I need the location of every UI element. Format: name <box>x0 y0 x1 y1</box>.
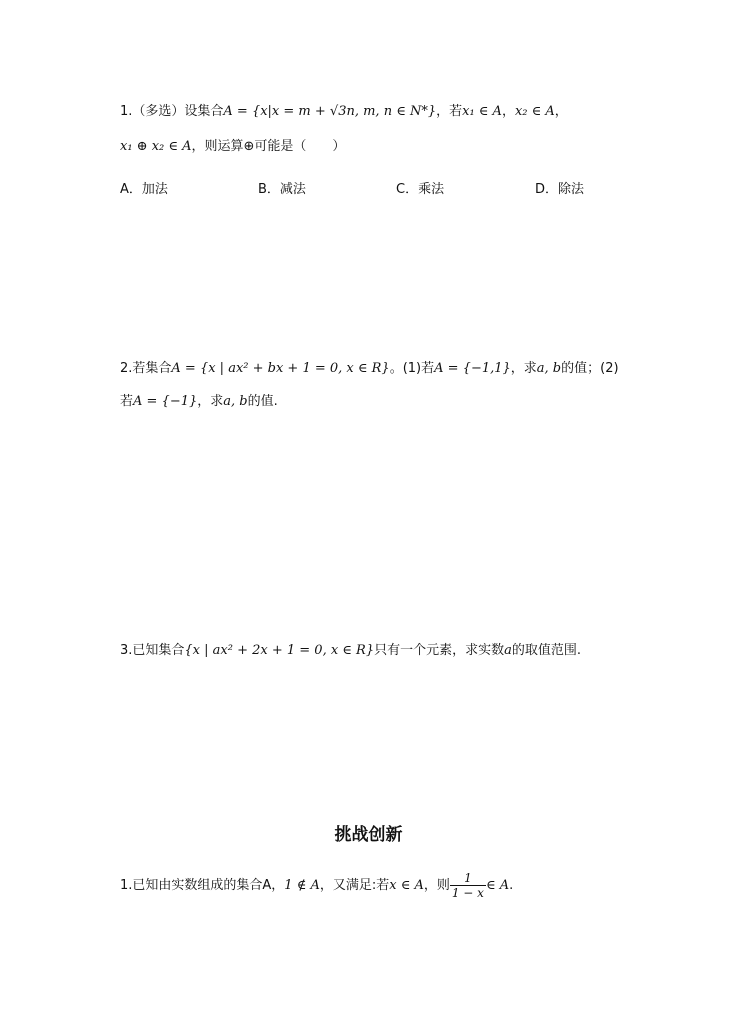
q2-prefix: 2.若集合 <box>120 361 172 376</box>
q1-x2-in-a: x₂ ∈ A <box>514 104 555 119</box>
q1-line2 <box>120 137 345 157</box>
c1-line <box>120 871 513 900</box>
q2-ab-2: a, b <box>223 394 248 409</box>
q3-variable-a: a <box>504 643 512 658</box>
section-heading: 挑战创新 <box>334 825 403 845</box>
q3-line <box>120 641 581 661</box>
q1-end: ， <box>554 104 568 119</box>
q2-mid: 。(1)若 <box>389 361 435 376</box>
q1-line1 <box>120 102 568 122</box>
q2-line2-mid: ，求 <box>197 394 224 409</box>
q3-prefix: 3.已知集合 <box>120 643 185 658</box>
q1-set-definition: A = {x|x = m + √3n, m, n ∈ N*} <box>223 104 437 119</box>
q3-end: 的取值范围. <box>511 643 582 658</box>
q2-set-case1: A = {−1,1} <box>434 361 511 376</box>
q2-line2-prefix: 若 <box>120 394 134 409</box>
q2-end: 的值；(2) <box>561 361 619 376</box>
q2-line2 <box>120 392 278 412</box>
q1-operation: x₁ ⊕ x₂ ∈ A <box>120 139 192 154</box>
q1-option-a: A．加法 <box>120 182 168 197</box>
c1-fraction <box>450 871 486 900</box>
q2-line2-end: 的值. <box>247 394 278 409</box>
c1-mid: ，又满足:若 <box>319 878 390 893</box>
q2-line1 <box>120 359 619 379</box>
q1-option-d: D．除法 <box>535 182 585 197</box>
q2-set-definition: A = {x | ax² + bx + 1 = 0, x ∈ R} <box>171 361 390 376</box>
q1-sep: ， <box>501 104 515 119</box>
q1-prefix: 1.（多选）设集合 <box>120 104 224 119</box>
c1-fraction-denominator: 1 − x <box>451 886 484 900</box>
q3-mid: 只有一个元素，求实数 <box>374 643 505 658</box>
c1-end: . <box>509 878 514 893</box>
q3-set-definition: {x | ax² + 2x + 1 = 0, x ∈ R} <box>184 643 375 658</box>
q1-option-b: B．减法 <box>258 182 306 197</box>
q1-suffix: ，若 <box>436 104 463 119</box>
q2-ab-1: a, b <box>536 361 562 376</box>
c1-in-a: ∈ A <box>485 878 510 893</box>
c1-fraction-numerator: 1 <box>450 871 486 886</box>
q2-mid2: ，求 <box>510 361 537 376</box>
q2-set-case2: A = {−1} <box>133 394 198 409</box>
c1-prefix: 1.已知由实数组成的集合A， <box>120 878 285 893</box>
c1-x-in-a: x ∈ A <box>389 878 424 893</box>
q1-question: ，则运算⊕可能是（ ） <box>191 139 346 154</box>
q1-x1-in-a: x₁ ∈ A <box>462 104 502 119</box>
q1-option-c: C．乘法 <box>396 182 445 197</box>
c1-one-not-in-a: 1 ∉ A <box>284 878 320 893</box>
c1-mid2: ，则 <box>423 878 450 893</box>
